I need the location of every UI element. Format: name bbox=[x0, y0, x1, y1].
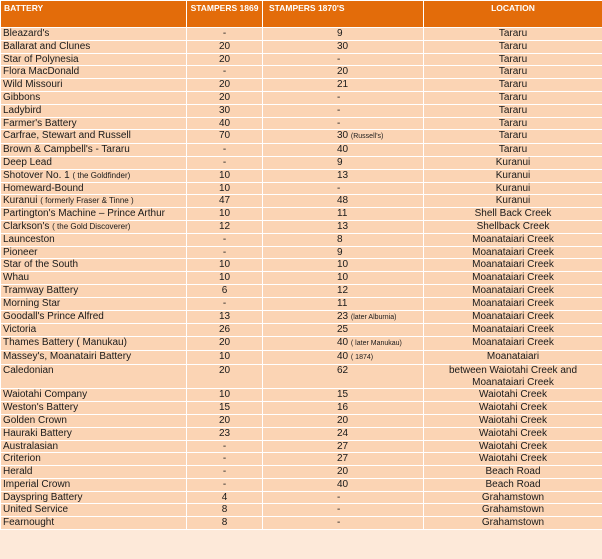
stampers-1869-cell: 13 bbox=[187, 310, 263, 324]
battery-name-cell bbox=[1, 440, 187, 453]
location-cell: Moanataiari Creek bbox=[424, 233, 602, 246]
stampers-1870s-cell bbox=[263, 453, 424, 466]
stampers-1870s-value: 10 bbox=[337, 272, 349, 284]
stampers-1870s-cell bbox=[263, 156, 424, 169]
battery-name: Whau bbox=[3, 272, 30, 284]
location-cell: Tararu bbox=[424, 79, 602, 92]
battery-name: Deep Lead bbox=[3, 156, 52, 168]
stampers-1869-cell: 8 bbox=[187, 517, 263, 530]
location-cell: Tararu bbox=[424, 144, 602, 157]
header-row bbox=[1, 1, 602, 28]
stampers-1870s-value: 13 bbox=[337, 169, 349, 181]
location-cell: Waiotahi Creek bbox=[424, 440, 602, 453]
stampers-1869-cell: - bbox=[187, 297, 263, 310]
stampers-1869-cell: 70 bbox=[187, 130, 263, 144]
location-cell: Waiotahi Creek bbox=[424, 427, 602, 440]
battery-name-cell bbox=[1, 104, 187, 117]
location-cell: Moanataiari Creek bbox=[424, 297, 602, 310]
stampers-1869-cell: 10 bbox=[187, 208, 263, 221]
stampers-1870s-cell bbox=[263, 272, 424, 285]
location-cell: Grahamstown bbox=[424, 491, 602, 504]
battery-name-cell bbox=[1, 28, 187, 41]
header-battery: BATTERY bbox=[1, 1, 187, 28]
battery-name-note: ( the Goldfinder) bbox=[72, 170, 131, 180]
stampers-1870s-value: 20 bbox=[337, 466, 349, 478]
stampers-1870s-cell bbox=[263, 310, 424, 324]
battery-name-cell bbox=[1, 402, 187, 415]
stampers-1870s-value: 40 bbox=[337, 144, 349, 156]
stampers-1870s-cell bbox=[263, 337, 424, 351]
stampers-1870s-value: - bbox=[337, 504, 341, 516]
stampers-1870s-value: 24 bbox=[337, 427, 349, 439]
stampers-1869-cell: - bbox=[187, 156, 263, 169]
table-row bbox=[1, 130, 602, 144]
header-stampers-1869: STAMPERS 1869 bbox=[187, 1, 263, 28]
battery-name: Ladybird bbox=[3, 104, 42, 116]
stampers-1870s-value: - bbox=[337, 53, 341, 65]
battery-name: Thames Battery ( Manukau) bbox=[3, 337, 127, 349]
battery-name: Criterion bbox=[3, 453, 41, 465]
battery-name-cell bbox=[1, 491, 187, 504]
location-cell: Moanataiari bbox=[424, 350, 602, 364]
battery-name: Brown & Campbell's - Tararu bbox=[3, 144, 130, 156]
battery-name: Massey's, Moanatairi Battery bbox=[3, 350, 132, 362]
stampers-1870s-cell bbox=[263, 389, 424, 402]
location-cell: Tararu bbox=[424, 117, 602, 130]
stampers-1870s-cell bbox=[263, 144, 424, 157]
location-cell: Tararu bbox=[424, 66, 602, 79]
stampers-1870s-cell bbox=[263, 466, 424, 479]
table-row bbox=[1, 246, 602, 259]
table-row bbox=[1, 220, 602, 233]
battery-name-cell bbox=[1, 233, 187, 246]
table-row bbox=[1, 79, 602, 92]
stampers-1869-cell: 26 bbox=[187, 324, 263, 337]
stampers-1870s-cell bbox=[263, 79, 424, 92]
battery-name-note: ( formerly Fraser & Tinne ) bbox=[40, 196, 134, 206]
stampers-1870s-cell bbox=[263, 504, 424, 517]
stampers-1870s-value: 15 bbox=[337, 389, 349, 401]
battery-name-cell bbox=[1, 466, 187, 479]
stampers-1870s-cell bbox=[263, 259, 424, 272]
battery-name: Waiotahi Company bbox=[3, 389, 88, 401]
battery-name-cell bbox=[1, 53, 187, 66]
battery-name-cell bbox=[1, 414, 187, 427]
stampers-1870s-value: 40 bbox=[337, 478, 349, 490]
stampers-1870s-cell bbox=[263, 195, 424, 208]
battery-name-cell bbox=[1, 517, 187, 530]
stampers-1870s-value: - bbox=[337, 491, 341, 503]
battery-name: Morning Star bbox=[3, 297, 61, 309]
battery-name-cell bbox=[1, 259, 187, 272]
battery-name-cell bbox=[1, 117, 187, 130]
location-cell: Shell Back Creek bbox=[424, 208, 602, 221]
battery-name-cell bbox=[1, 272, 187, 285]
battery-name: Ballarat and Clunes bbox=[3, 40, 91, 52]
battery-name: Bleazard's bbox=[3, 28, 50, 39]
battery-name-cell bbox=[1, 504, 187, 517]
stampers-1870s-value: 13 bbox=[337, 220, 349, 232]
table-row bbox=[1, 233, 602, 246]
battery-name: Gibbons bbox=[3, 91, 41, 103]
battery-name-cell bbox=[1, 297, 187, 310]
stampers-1869-cell: 20 bbox=[187, 40, 263, 53]
location-cell: Moanataiari Creek bbox=[424, 324, 602, 337]
battery-name-cell bbox=[1, 182, 187, 195]
table-row bbox=[1, 350, 602, 364]
stampers-1870s-value: 40 bbox=[337, 337, 349, 349]
stampers-1870s-cell bbox=[263, 53, 424, 66]
table-row bbox=[1, 310, 602, 324]
table-row bbox=[1, 284, 602, 297]
battery-name-cell bbox=[1, 91, 187, 104]
battery-name-cell bbox=[1, 324, 187, 337]
stampers-1870s-cell bbox=[263, 350, 424, 364]
table-row bbox=[1, 478, 602, 491]
battery-name-cell bbox=[1, 337, 187, 351]
stampers-1869-cell: 10 bbox=[187, 389, 263, 402]
location-cell: Tararu bbox=[424, 53, 602, 66]
stampers-1870s-value: - bbox=[337, 117, 341, 129]
stampers-1870s-cell bbox=[263, 517, 424, 530]
battery-name-cell bbox=[1, 453, 187, 466]
battery-name: Launceston bbox=[3, 233, 55, 245]
location-cell: Beach Road bbox=[424, 478, 602, 491]
battery-name: Herald bbox=[3, 466, 33, 478]
battery-name-cell bbox=[1, 246, 187, 259]
battery-name: Hauraki Battery bbox=[3, 427, 72, 439]
stampers-1869-cell: 20 bbox=[187, 414, 263, 427]
stampers-1870s-cell bbox=[263, 478, 424, 491]
location-cell: Tararu bbox=[424, 104, 602, 117]
stampers-1870s-cell bbox=[263, 364, 424, 389]
table-row bbox=[1, 364, 602, 389]
stampers-1869-cell: - bbox=[187, 440, 263, 453]
location-cell: Moanataiari Creek bbox=[424, 310, 602, 324]
stampers-1870s-cell bbox=[263, 233, 424, 246]
battery-name-cell bbox=[1, 389, 187, 402]
stampers-1870s-value: 11 bbox=[337, 297, 348, 309]
stampers-1870s-value: - bbox=[337, 91, 341, 103]
battery-name: Imperial Crown bbox=[3, 478, 71, 490]
battery-name: Caledonian bbox=[3, 364, 54, 376]
stampers-1869-cell: 12 bbox=[187, 220, 263, 233]
stampers-1870s-cell bbox=[263, 104, 424, 117]
location-cell: Kuranui bbox=[424, 182, 602, 195]
location-cell: Moanataiari Creek bbox=[424, 272, 602, 285]
location-cell: Moanataiari Creek bbox=[424, 246, 602, 259]
stampers-1870s-value: 20 bbox=[337, 66, 349, 78]
battery-name: Goodall's Prince Alfred bbox=[3, 310, 104, 322]
stampers-1870s-cell bbox=[263, 66, 424, 79]
stampers-1870s-cell bbox=[263, 28, 424, 41]
battery-name: United Service bbox=[3, 504, 69, 516]
battery-name: Golden Crown bbox=[3, 414, 67, 426]
stampers-1870s-value: 48 bbox=[337, 195, 349, 207]
stampers-1870s-value: - bbox=[337, 517, 341, 529]
location-cell: Waiotahi Creek bbox=[424, 414, 602, 427]
stampers-1869-cell: 10 bbox=[187, 272, 263, 285]
table-row bbox=[1, 156, 602, 169]
table-row bbox=[1, 414, 602, 427]
location-cell: Grahamstown bbox=[424, 517, 602, 530]
stampers-1870s-cell bbox=[263, 220, 424, 233]
stampers-1869-cell: - bbox=[187, 66, 263, 79]
stampers-1870s-cell bbox=[263, 246, 424, 259]
battery-name-cell bbox=[1, 169, 187, 182]
battery-name-cell bbox=[1, 208, 187, 221]
header-location: LOCATION bbox=[424, 1, 602, 28]
battery-name-cell bbox=[1, 156, 187, 169]
table-row bbox=[1, 53, 602, 66]
stampers-1870s-cell bbox=[263, 414, 424, 427]
battery-name-cell bbox=[1, 195, 187, 208]
stampers-1870s-cell bbox=[263, 130, 424, 144]
stampers-1870s-cell bbox=[263, 40, 424, 53]
stampers-1869-cell: - bbox=[187, 246, 263, 259]
battery-name-cell bbox=[1, 427, 187, 440]
stampers-1870s-value: 40 bbox=[337, 350, 349, 362]
stampers-1870s-value: 11 bbox=[337, 208, 348, 220]
table-row bbox=[1, 40, 602, 53]
stampers-1869-cell: - bbox=[187, 453, 263, 466]
stampers-1870s-cell bbox=[263, 182, 424, 195]
location-cell: Moanataiari Creek bbox=[424, 337, 602, 351]
stampers-1869-cell: 8 bbox=[187, 504, 263, 517]
stampers-1870s-cell bbox=[263, 284, 424, 297]
stampers-1870s-value: 62 bbox=[337, 364, 349, 376]
stampers-1869-cell: 10 bbox=[187, 259, 263, 272]
battery-name: Fearnought bbox=[3, 517, 55, 529]
stampers-1870s-value: 9 bbox=[337, 246, 343, 258]
table-row bbox=[1, 389, 602, 402]
table-row bbox=[1, 28, 602, 41]
battery-name: Pioneer bbox=[3, 246, 38, 258]
battery-name: Star of Polynesia bbox=[3, 53, 79, 65]
battery-name-cell bbox=[1, 40, 187, 53]
location-cell: Tararu bbox=[424, 40, 602, 53]
stampers-1870s-note: (Russell's) bbox=[350, 133, 384, 141]
table-row bbox=[1, 504, 602, 517]
table-row bbox=[1, 440, 602, 453]
location-cell: Tararu bbox=[424, 28, 602, 41]
table-row bbox=[1, 208, 602, 221]
stampers-1870s-note: (later Alburnia) bbox=[350, 313, 397, 321]
stampers-1869-cell: - bbox=[187, 144, 263, 157]
battery-name: Victoria bbox=[3, 324, 37, 336]
table-row bbox=[1, 427, 602, 440]
battery-name: Homeward-Bound bbox=[3, 182, 84, 194]
location-cell: Kuranui bbox=[424, 169, 602, 182]
stampers-1870s-cell bbox=[263, 491, 424, 504]
stampers-1870s-value: 23 bbox=[337, 310, 349, 322]
table-row bbox=[1, 491, 602, 504]
battery-name: Farmer's Battery bbox=[3, 117, 77, 129]
table-row bbox=[1, 91, 602, 104]
stampers-1870s-cell bbox=[263, 117, 424, 130]
battery-name: Tramway Battery bbox=[3, 284, 79, 296]
location-cell: Kuranui bbox=[424, 195, 602, 208]
battery-name: Australasian bbox=[3, 440, 59, 452]
stampers-1870s-value: 25 bbox=[337, 324, 349, 336]
battery-name: Kuranui bbox=[3, 195, 38, 207]
table-row bbox=[1, 453, 602, 466]
stampers-1869-cell: - bbox=[187, 28, 263, 41]
table-row bbox=[1, 104, 602, 117]
table-row bbox=[1, 117, 602, 130]
battery-name-cell bbox=[1, 220, 187, 233]
table-row bbox=[1, 144, 602, 157]
battery-name-cell bbox=[1, 364, 187, 389]
stampers-1869-cell: 20 bbox=[187, 337, 263, 351]
stampers-1870s-cell bbox=[263, 208, 424, 221]
battery-name-cell bbox=[1, 478, 187, 491]
stampers-1870s-value: 30 bbox=[337, 40, 349, 52]
battery-name-note: ( the Gold Discoverer) bbox=[52, 221, 131, 231]
stampers-1870s-value: 20 bbox=[337, 414, 349, 426]
battery-name: Partington's Machine – Prince Arthur bbox=[3, 208, 165, 220]
stampers-1869-cell: 15 bbox=[187, 402, 263, 415]
location-cell: Moanataiari Creek bbox=[424, 284, 602, 297]
location-cell: Beach Road bbox=[424, 466, 602, 479]
location-cell: Kuranui bbox=[424, 156, 602, 169]
battery-name: Weston's Battery bbox=[3, 402, 79, 414]
stampers-1869-cell: 10 bbox=[187, 169, 263, 182]
battery-name-cell bbox=[1, 310, 187, 324]
table-row bbox=[1, 337, 602, 351]
stampers-1870s-value: 27 bbox=[337, 440, 349, 452]
battery-name: Dayspring Battery bbox=[3, 491, 83, 503]
stampers-1869-cell: 10 bbox=[187, 350, 263, 364]
table-row bbox=[1, 297, 602, 310]
stampers-1870s-cell bbox=[263, 440, 424, 453]
battery-name-cell bbox=[1, 144, 187, 157]
table-row bbox=[1, 66, 602, 79]
table-row bbox=[1, 324, 602, 337]
stampers-1870s-cell bbox=[263, 427, 424, 440]
stampers-1870s-value: - bbox=[337, 104, 341, 116]
battery-name-cell bbox=[1, 350, 187, 364]
table-body bbox=[1, 28, 602, 530]
stampers-1869-cell: 20 bbox=[187, 79, 263, 92]
table-row bbox=[1, 272, 602, 285]
location-cell: Tararu bbox=[424, 130, 602, 144]
battery-name: Wild Missouri bbox=[3, 79, 63, 91]
table-row bbox=[1, 259, 602, 272]
table-row bbox=[1, 402, 602, 415]
stampers-1869-cell: 20 bbox=[187, 53, 263, 66]
location-cell: between Waiotahi Creek and Moanataiari Creek bbox=[424, 364, 602, 389]
battery-name: Clarkson's bbox=[3, 220, 50, 232]
stampers-1869-cell: - bbox=[187, 466, 263, 479]
stampers-1869-cell: 23 bbox=[187, 427, 263, 440]
location-cell: Grahamstown bbox=[424, 504, 602, 517]
stampers-1869-cell: 40 bbox=[187, 117, 263, 130]
stampers-1869-cell: 6 bbox=[187, 284, 263, 297]
table-row bbox=[1, 169, 602, 182]
stampers-1869-cell: 30 bbox=[187, 104, 263, 117]
stampers-1870s-value: 21 bbox=[337, 79, 349, 91]
battery-name: Shotover No. 1 bbox=[3, 169, 70, 181]
battery-name-cell bbox=[1, 79, 187, 92]
stampers-1870s-note: ( later Manukau) bbox=[350, 340, 402, 348]
stampers-1870s-cell bbox=[263, 324, 424, 337]
stampers-1870s-value: 12 bbox=[337, 284, 349, 296]
header-stampers-1870s: STAMPERS 1870'S bbox=[263, 1, 424, 28]
location-cell: Tararu bbox=[424, 91, 602, 104]
stampers-1869-cell: - bbox=[187, 233, 263, 246]
stampers-1870s-value: 27 bbox=[337, 453, 349, 465]
stampers-1870s-cell bbox=[263, 169, 424, 182]
location-cell: Waiotahi Creek bbox=[424, 453, 602, 466]
battery-name: Star of the South bbox=[3, 259, 79, 271]
stampers-1869-cell: 10 bbox=[187, 182, 263, 195]
battery-name-cell bbox=[1, 66, 187, 79]
stampers-1869-cell: 4 bbox=[187, 491, 263, 504]
location-cell: Waiotahi Creek bbox=[424, 402, 602, 415]
battery-name: Carfrae, Stewart and Russell bbox=[3, 130, 131, 142]
table-row bbox=[1, 195, 602, 208]
battery-name: Flora MacDonald bbox=[3, 66, 80, 78]
table-row bbox=[1, 466, 602, 479]
stampers-1870s-value: 10 bbox=[337, 259, 349, 271]
stampers-1869-cell: 20 bbox=[187, 91, 263, 104]
stampers-1869-cell: 47 bbox=[187, 195, 263, 208]
stampers-1870s-note: ( 1874) bbox=[350, 353, 374, 361]
stampers-1870s-value: 16 bbox=[337, 402, 349, 414]
battery-name-cell bbox=[1, 284, 187, 297]
stampers-1870s-cell bbox=[263, 297, 424, 310]
stampers-1870s-value: 9 bbox=[337, 156, 343, 168]
battery-name-cell bbox=[1, 130, 187, 144]
location-cell: Waiotahi Creek bbox=[424, 389, 602, 402]
stampers-1869-cell: - bbox=[187, 478, 263, 491]
stampers-1870s-cell bbox=[263, 91, 424, 104]
stampers-1870s-value: - bbox=[337, 182, 341, 194]
stampers-1870s-value: 8 bbox=[337, 233, 343, 245]
location-cell: Shellback Creek bbox=[424, 220, 602, 233]
stampers-1870s-value: 9 bbox=[337, 28, 343, 39]
table-row bbox=[1, 517, 602, 530]
table-header bbox=[1, 1, 602, 28]
stampers-1870s-value: 30 bbox=[337, 130, 349, 142]
stampers-1870s-cell bbox=[263, 402, 424, 415]
location-cell: Moanataiari Creek bbox=[424, 259, 602, 272]
table-row bbox=[1, 182, 602, 195]
stampers-1869-cell: 20 bbox=[187, 364, 263, 389]
